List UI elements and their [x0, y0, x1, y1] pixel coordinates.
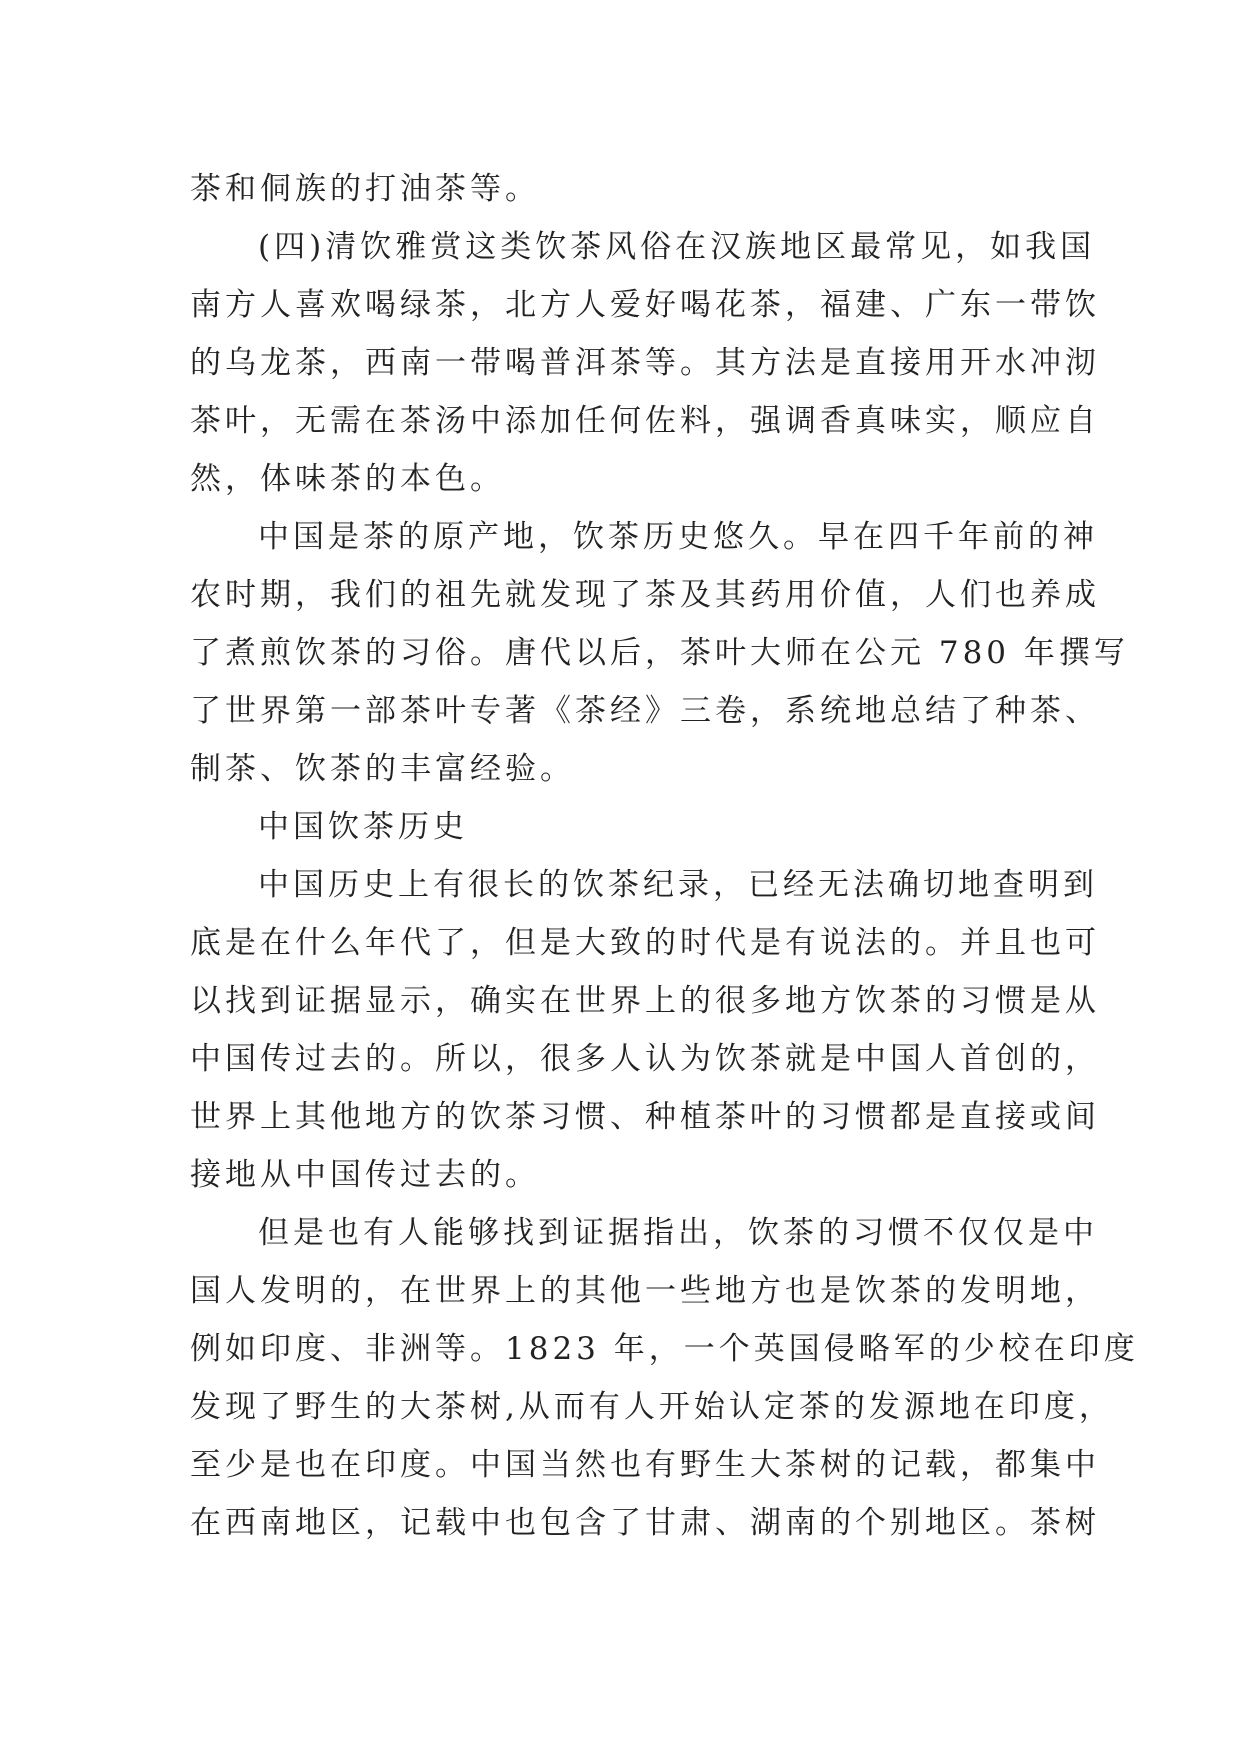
section-heading	[190, 798, 1070, 856]
text-line: 制茶、饮茶的丰富经验。	[190, 751, 575, 787]
text-line: 中国是茶的原产地，饮茶历史悠久。早在四千年前的神	[258, 519, 1098, 555]
paragraph-p2	[190, 218, 1100, 508]
text-line: 国人发明的，在世界上的其他一些地方也是饮茶的发明地，	[190, 1273, 1100, 1309]
paragraph-p1	[190, 160, 1070, 218]
text-line: 中国历史上有很长的饮茶纪录，已经无法确切地查明到	[258, 867, 1098, 903]
text-line: 然，体味茶的本色。	[190, 461, 505, 497]
text-line: 在西南地区，记载中也包含了甘肃、湖南的个别地区。茶树	[190, 1505, 1100, 1541]
text-line: 至少是也在印度。中国当然也有野生大茶树的记载，都集中	[190, 1447, 1100, 1483]
text-line: 的乌龙茶，西南一带喝普洱茶等。其方法是直接用开水冲沏	[190, 345, 1100, 381]
text-line: 茶叶，无需在茶汤中添加任何佐料，强调香真味实，顺应自	[190, 403, 1100, 439]
section-heading-text: 中国饮茶历史	[258, 809, 468, 845]
text-line: 南方人喜欢喝绿茶，北方人爱好喝花茶，福建、广东一带饮	[190, 287, 1100, 323]
text-line: 接地从中国传过去的。	[190, 1157, 540, 1193]
paragraph-p3	[190, 508, 1129, 798]
text-line: 世界上其他地方的饮茶习惯、种植茶叶的习惯都是直接或间	[190, 1099, 1100, 1135]
text-line: 了世界第一部茶叶专著《茶经》三卷，系统地总结了种茶、	[190, 693, 1100, 729]
paragraph-p5	[190, 856, 1100, 1204]
text-line: 但是也有人能够找到证据指出，饮茶的习惯不仅仅是中	[258, 1215, 1098, 1251]
text-line: 以找到证据显示，确实在世界上的很多地方饮茶的习惯是从	[190, 983, 1100, 1019]
text-line: (四)清饮雅赏这类饮茶风俗在汉族地区最常见，如我国	[258, 229, 1096, 265]
text-line: 例如印度、非洲等。1823 年，一个英国侵略军的少校在印度	[190, 1331, 1139, 1367]
text-line: 中国传过去的。所以，很多人认为饮茶就是中国人首创的，	[190, 1041, 1100, 1077]
text-line: 农时期，我们的祖先就发现了茶及其药用价值，人们也养成	[190, 577, 1100, 613]
text-line: 了煮煎饮茶的习俗。唐代以后，茶叶大师在公元 780 年撰写	[190, 635, 1129, 671]
text-line: 茶和侗族的打油茶等。	[190, 171, 540, 207]
document-body	[190, 160, 1139, 1552]
paragraph-p6	[190, 1204, 1139, 1552]
text-line: 发现了野生的大茶树,从而有人开始认定茶的发源地在印度，	[190, 1389, 1114, 1425]
text-line: 底是在什么年代了，但是大致的时代是有说法的。并且也可	[190, 925, 1100, 961]
